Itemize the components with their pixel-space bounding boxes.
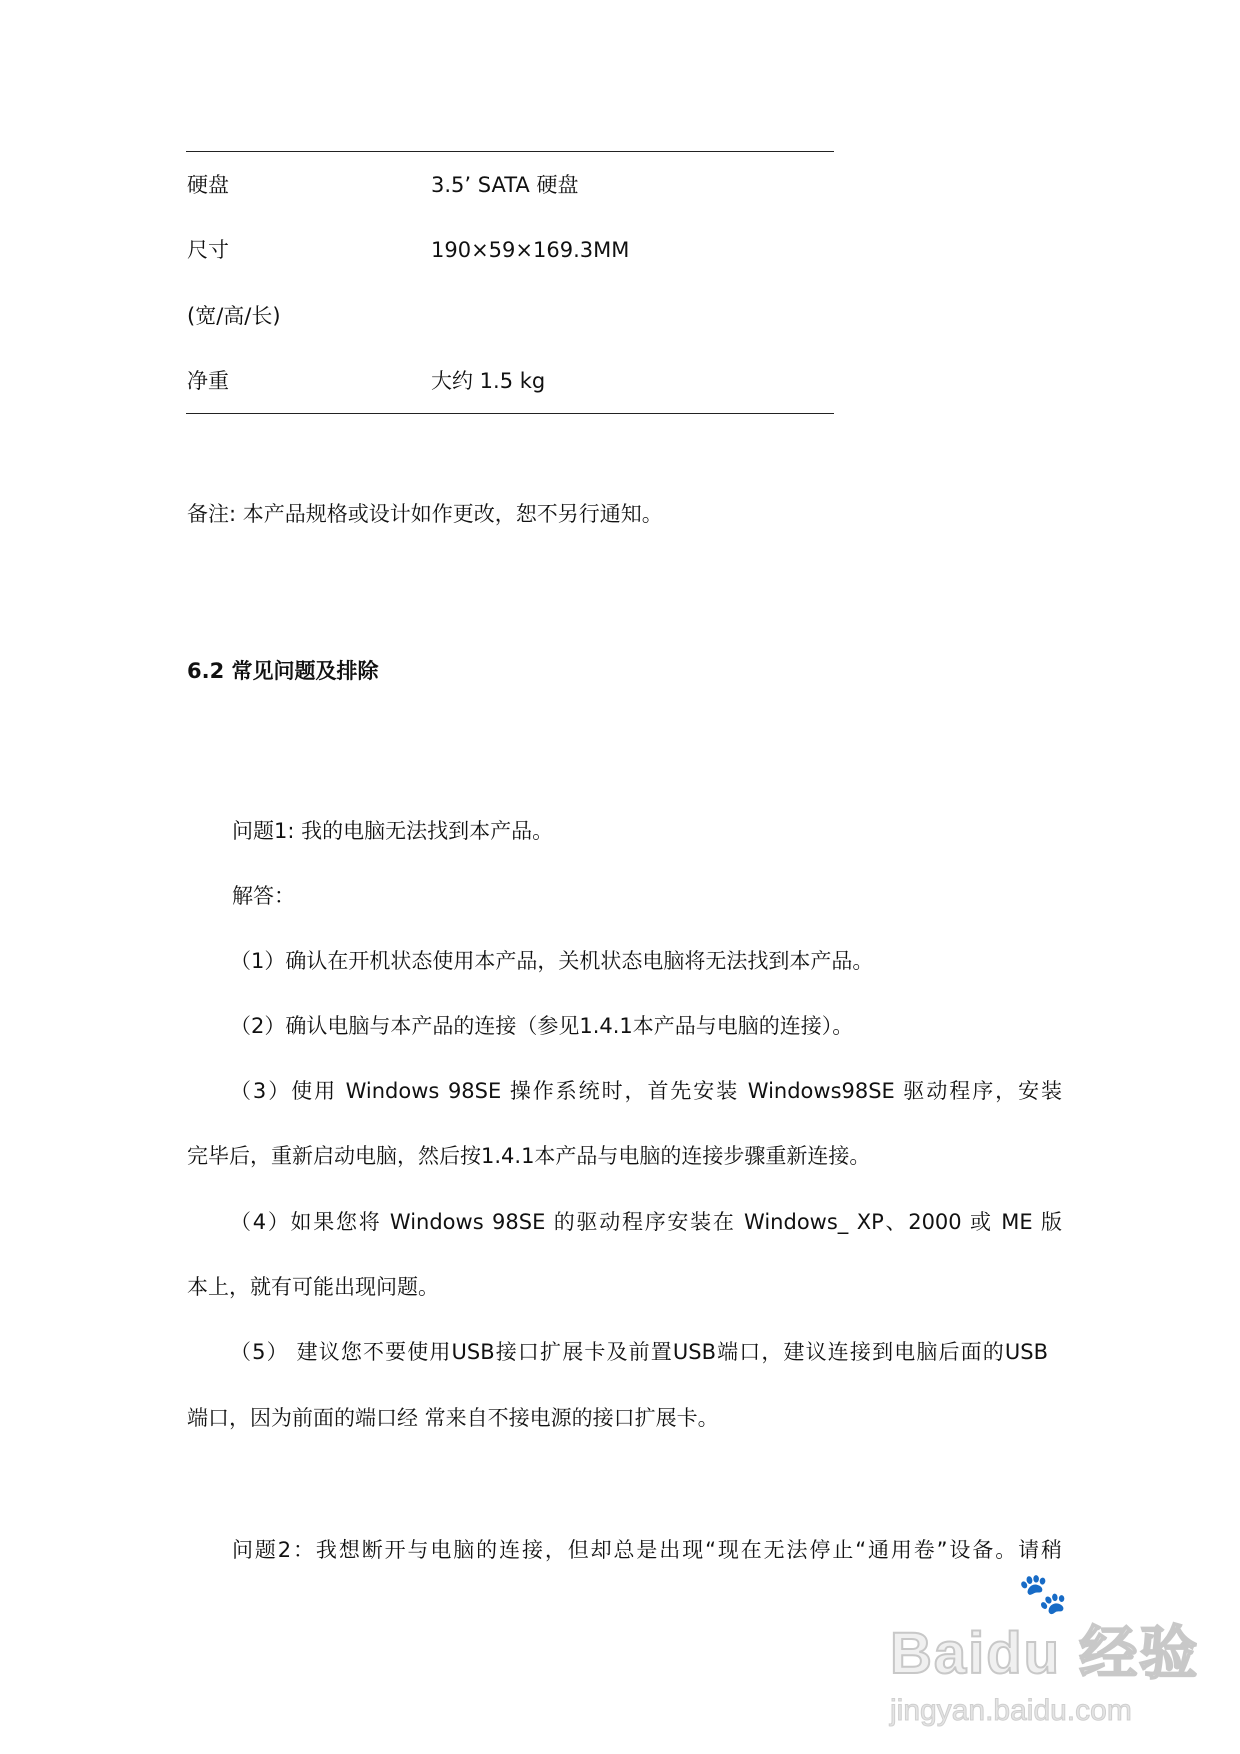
table-top-rule (186, 151, 834, 152)
table-bottom-rule (186, 413, 834, 414)
answer-item-2: （2）确认电脑与本产品的连接（参见1.4.1本产品与电脑的连接）。 (230, 1014, 854, 1038)
section-heading: 6.2 常见问题及排除 (187, 659, 379, 683)
note-text: 备注: 本产品规格或设计如作更改，恕不另行通知。 (187, 502, 663, 526)
question-2: 问题2：我想断开与电脑的连接，但却总是出现“现在无法停止“通用卷”设备。请稍 (232, 1538, 1062, 1562)
paw-icon: 🐾 (1018, 1571, 1068, 1617)
question-1: 问题1: 我的电脑无法找到本产品。 (232, 819, 554, 843)
spec-label-weight: 净重 (187, 369, 229, 393)
watermark-logo: Baidu 经验 (890, 1621, 1200, 1686)
spec-value-hdd: 3.5’ SATA 硬盘 (431, 173, 579, 197)
answer-item-4-cont: 本上，就有可能出现问题。 (187, 1275, 439, 1299)
spec-label-hdd: 硬盘 (187, 173, 229, 197)
spec-value-weight: 大约 1.5 kg (431, 369, 546, 393)
spec-value-size: 190×59×169.3MM (431, 238, 630, 262)
spec-label-size: 尺寸 (187, 238, 229, 262)
answer-item-4: （4）如果您将 Windows 98SE 的驱动程序安装在 Windows_ XP、2000 或 ME 版 (230, 1210, 1062, 1234)
watermark-url: jingyan.baidu.com (890, 1694, 1132, 1727)
answer-item-3: （3）使用 Windows 98SE 操作系统时，首先安装 Windows98SE 驱动程序，安装 (230, 1079, 1062, 1103)
answer-item-3-cont: 完毕后，重新启动电脑，然后按1.4.1本产品与电脑的连接步骤重新连接。 (187, 1144, 871, 1168)
baidu-watermark (880, 1570, 1200, 1740)
answer-label: 解答： (232, 884, 295, 908)
spec-label-dims: (宽/高/长) (187, 304, 281, 328)
answer-item-1: （1）确认在开机状态使用本产品，关机状态电脑将无法找到本产品。 (230, 949, 874, 973)
answer-item-5-cont: 端口，因为前面的端口经 常来自不接电源的接口扩展卡。 (187, 1406, 719, 1430)
answer-item-5: （5） 建议您不要使用USB接口扩展卡及前置USB端口，建议连接到电脑后面的USB (230, 1340, 1048, 1364)
